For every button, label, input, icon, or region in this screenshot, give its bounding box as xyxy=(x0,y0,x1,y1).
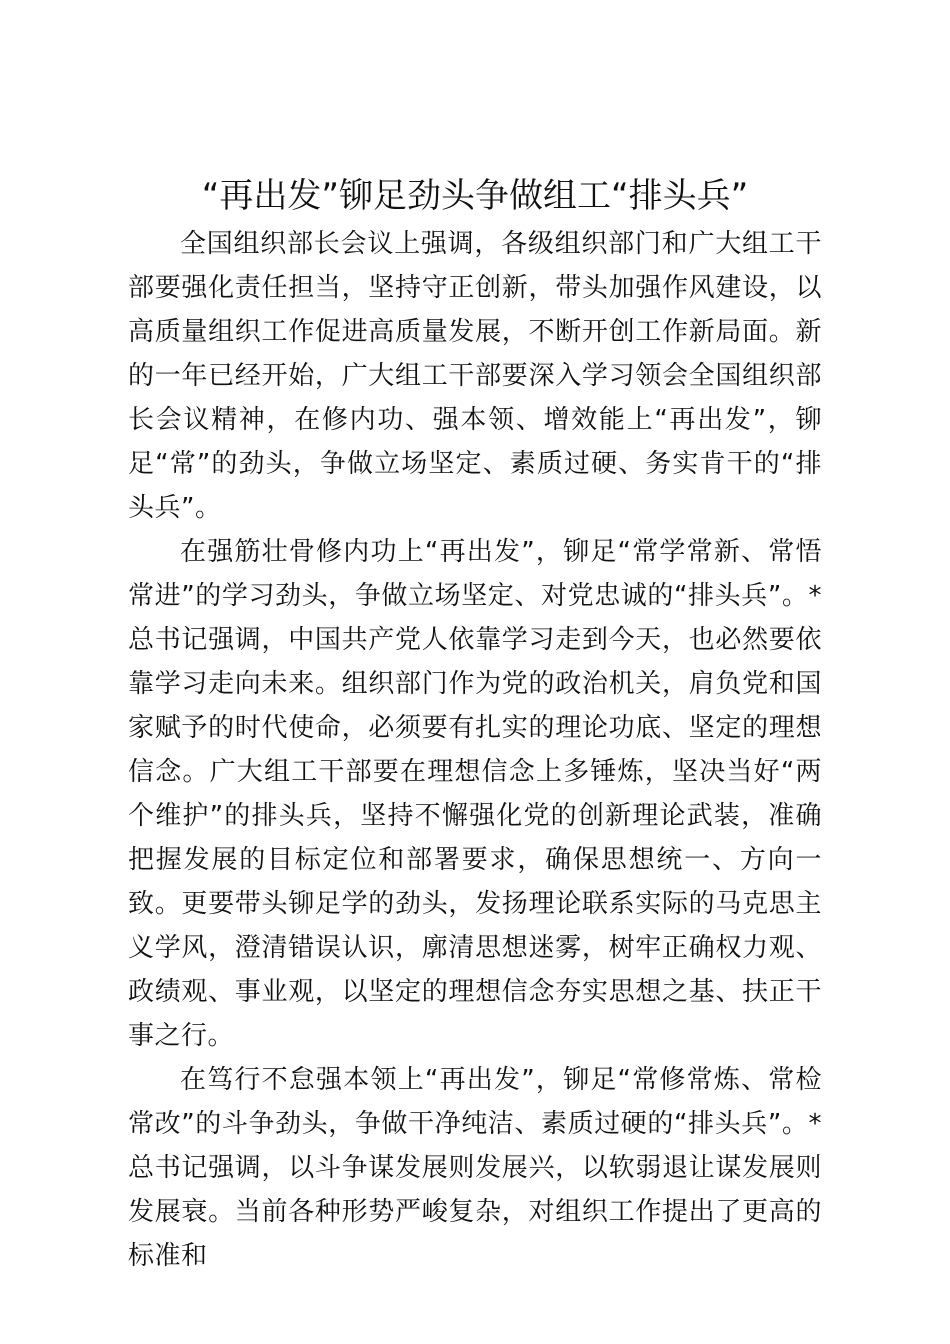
paragraph-2: 在强筋壮骨修内功上“再出发”，铆足“常学常新、常悟常进”的学习劲头，争做立场坚定、对党忠诚的“排头兵”。*总书记强调，中国共产党人依靠学习走到今天，也必然要依靠学习走向未来。组织部门作为党的政治机关，肩负党和国家赋予的时代使命，必须要有扎实的理论功底、坚定的理想信念。广大组工干部要在理想信念上多锤炼，坚决当好“两个维护”的排头兵，坚持不懈强化党的创新理论武装，准确把握发展的目标定位和部署要求，确保思想统一、方向一致。更要带头铆足学的劲头，发扬理论联系实际的马克思主义学风，澄清错误认识，廓清思想迷雾，树牢正确权力观、政绩观、事业观，以坚定的理想信念夯实思想之基、扶正干事之行。 xyxy=(128,537,822,1051)
document-title: “再出发”铆足劲头争做组工“排头兵” xyxy=(201,176,749,216)
paragraph-1: 全国组织部长会议上强调，各级组织部门和广大组工干部要强化责任担当，坚持守正创新，带头加强作风建设，以高质量组织工作促进高质量发展，不断开创工作新局面。新的一年已经开始，广大组工干部要深入学习领会全国组织部长会议精神，在修内功、强本领、增效能上“再出发”，铆足“常”的劲头，争做立场坚定、素质过硬、务实肯干的“排头兵”。 xyxy=(128,229,822,523)
paragraph-3: 在笃行不怠强本领上“再出发”，铆足“常修常炼、常检常改”的斗争劲头，争做干净纯洁、素质过硬的“排头兵”。*总书记强调，以斗争谋发展则发展兴，以软弱退让谋发展则发展衰。当前各种形势严峻复杂，对组织工作提出了更高的标准和 xyxy=(128,1065,822,1271)
document-body xyxy=(128,170,822,1278)
